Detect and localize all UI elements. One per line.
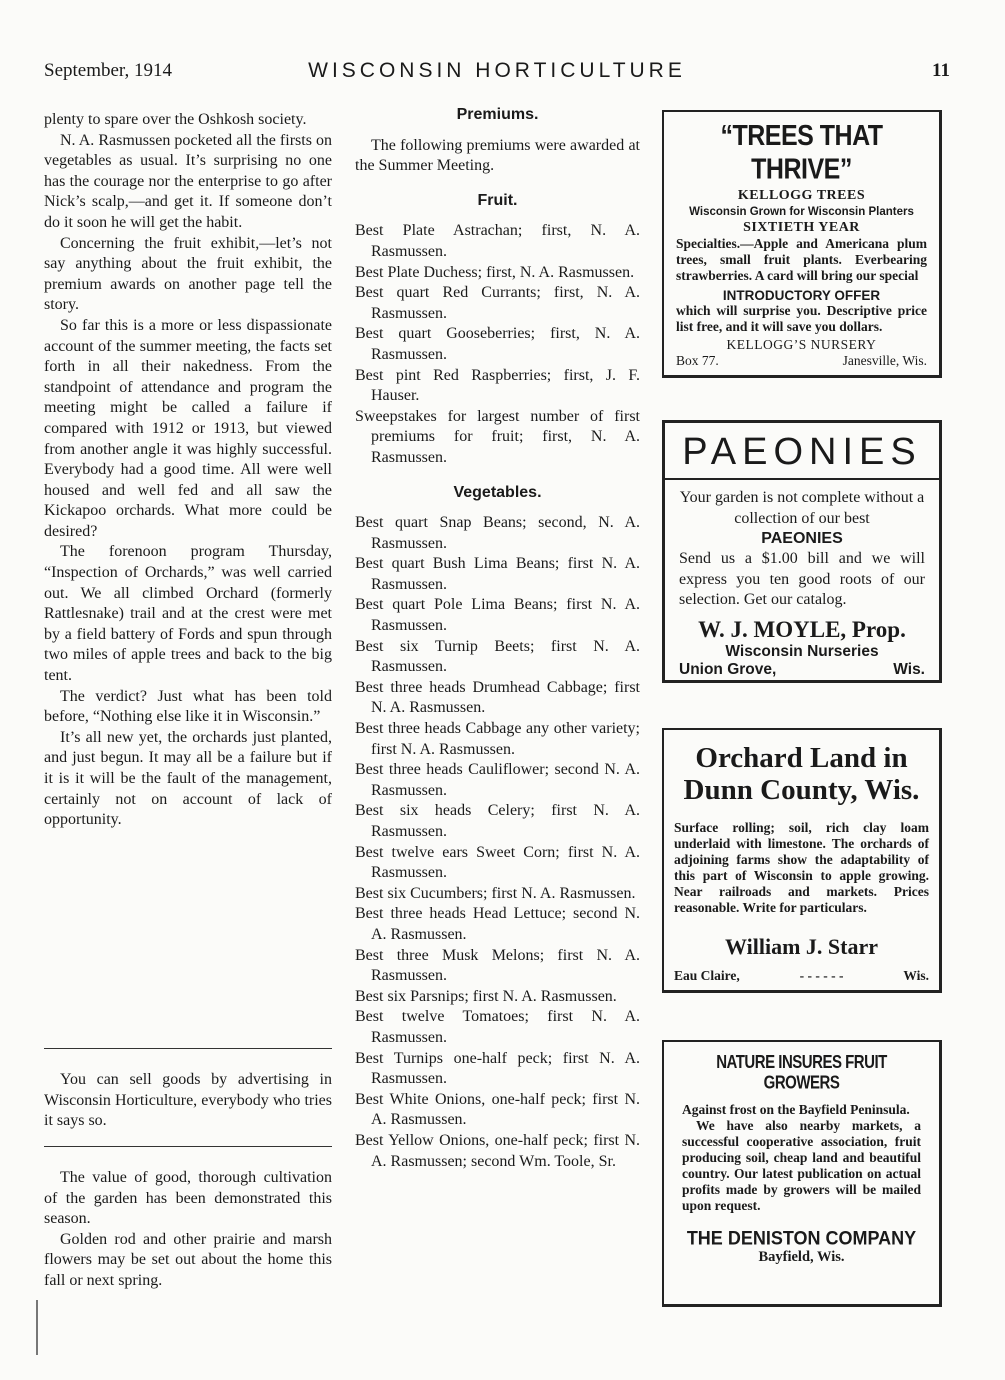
- issue-date: September, 1914: [44, 60, 172, 81]
- moyle-ad: [662, 420, 942, 683]
- vegetables-heading: Vegetables.: [453, 483, 542, 501]
- paragraph: plenty to spare over the Oshkosh society.: [44, 111, 307, 128]
- ad-body: [682, 1102, 921, 1214]
- ad-subheading: KELLOGG TREES: [737, 188, 866, 203]
- list-item: Best quart Snap Beans; second, N. A. Rasmussen.: [355, 514, 640, 552]
- list-item: Best twelve ears Sweet Corn; first N. A. Rasmussen.: [355, 843, 640, 882]
- kellogg-ad: [662, 110, 942, 378]
- paragraph: The value of good, thorough cultivation of the garden has been demonstrated this season.: [44, 1169, 332, 1228]
- list-item: Best Plate Astrachan; first, N. A. Rasmussen.: [355, 222, 640, 260]
- journal-title: WISCONSIN HORTICULTURE: [308, 59, 686, 82]
- paragraph: It’s all new yet, the orchards just planted, and just begun. It may all be a failure but if it is it will be the fault of the management, certainly not on account of lack of opportunity.: [44, 728, 332, 829]
- list-item: Best quart Gooseberries; first, N. A. Rasmussen.: [355, 325, 640, 363]
- paragraph: The forenoon program Thursday, “Inspection of Orchards,” was well carried out. We all climbed Orchard (formerly Rattlesnake) trail and at the crest were met by a field battery of Fords and spun through two miles of apple trees and back to the big tent.: [44, 543, 332, 685]
- ad-body: Send us a $1.00 bill and we will express you ten good roots of our selection. Get our catalog.: [679, 550, 925, 608]
- ad-city: Janesville, Wis.: [842, 353, 927, 368]
- ad-city: Bayfield, Wis.: [758, 1249, 845, 1265]
- ad-headline: “TREES THAT THRIVE”: [720, 119, 883, 186]
- list-item: Best Turnips one-half peck; first N. A. Rasmussen.: [355, 1049, 640, 1088]
- ad-body: Your garden is not complete without a collection of our best: [679, 489, 925, 527]
- column-middle: [355, 105, 640, 1172]
- ad-company: Wisconsin Nurseries: [725, 642, 879, 660]
- list-item: Best three Musk Melons; first N. A. Rasmussen.: [355, 946, 640, 985]
- list-item: Best three heads Drumhead Cabbage; first N. A. Rasmussen.: [355, 678, 640, 717]
- paragraph: We have also nearby markets, a successful cooperative association, fruit producing soil, cheap land and beautiful country. Our latest publication on actual profits made by growers will be mailed upon request.: [682, 1118, 921, 1213]
- list-item: Best Yellow Onions, one-half peck; first N. A. Rasmussen; second Wm. Toole, Sr.: [355, 1131, 640, 1170]
- ad-company: THE DENISTON COMPANY: [686, 1226, 917, 1249]
- ad-subheading: SIXTIETH YEAR: [743, 220, 860, 235]
- ad-headline: NATURE INSURES FRUIT GROWERS: [716, 1052, 887, 1094]
- ad-body: Specialties.—Apple and Americana plum trees, small fruit plants. Everbearing strawberries. A card will bring our special: [676, 236, 927, 283]
- list-item: Best Plate Duchess; first, N. A. Rasmussen.: [355, 263, 635, 281]
- ad-address: [674, 968, 929, 984]
- ad-body: which will surprise you. Descriptive price list free, and it will save you dollars.: [676, 303, 927, 334]
- column-left: [44, 110, 332, 1289]
- ad-city: Eau Claire,: [674, 968, 740, 983]
- ad-proprietor: W. J. MOYLE, Prop.: [698, 616, 906, 642]
- list-item: Best six Cucumbers; first N. A. Rasmussen.: [355, 884, 636, 902]
- paragraph: The following premiums were awarded at the Summer Meeting.: [355, 136, 640, 175]
- page-number: 11: [932, 60, 950, 81]
- list-item: Best three heads Head Lettuce; second N. A. Rasmussen.: [355, 905, 640, 943]
- divider: [44, 1146, 332, 1147]
- ad-body: Surface rolling; soil, rich clay loam underlaid with limestone. The orchards of adjoining farms show the adaptability of this part of Wisconsin to apple growing. Near railroads and markets. Prices reasonable. Write for particulars.: [674, 820, 929, 915]
- fruit-heading: Fruit.: [477, 191, 518, 209]
- ad-tagline: Wisconsin Grown for Wisconsin Planters: [689, 206, 914, 218]
- ad-offer-title: INTRODUCTORY OFFER: [722, 288, 881, 303]
- list-item: Sweepstakes for largest number of first premiums for fruit; first, N. A. Rasmussen.: [355, 407, 640, 466]
- list-item: Best three heads Cauliflower; second N. A. Rasmussen.: [355, 761, 640, 799]
- paragraph: The verdict? Just what has been told before, “Nothing else like it in Wisconsin.”: [44, 687, 332, 726]
- paragraph: Golden rod and other prairie and marsh flowers may be set out about the home this fall or next spring.: [44, 1230, 332, 1289]
- garden-notes: [44, 1168, 332, 1292]
- ad-box: Box 77.: [676, 353, 719, 368]
- ad-address: [676, 353, 927, 369]
- deniston-ad: [662, 1040, 942, 1307]
- divider: [44, 1048, 332, 1049]
- ad-proprietor: William J. Starr: [725, 934, 878, 959]
- premiums-heading: Premiums.: [456, 106, 539, 123]
- ad-subheading: PAEONIES: [761, 530, 843, 547]
- list-item: Best pint Red Raspberries; first, J. F. Hauser.: [355, 366, 640, 405]
- page-header: [44, 60, 950, 90]
- paragraph: N. A. Rasmussen pocketed all the firsts on vegetables as usual. It’s surprising no one has the courage nor the enterprise to go after Nick’s scalp,—and get it. If someone don’t do it soon he will get the habit.: [44, 131, 332, 231]
- ad-city: Union Grove,: [679, 660, 777, 678]
- ad-state: Wis.: [893, 660, 925, 678]
- list-item: Best quart Red Currants; first, N. A. Rasmussen.: [355, 284, 640, 322]
- list-item: Best six Parsnips; first N. A. Rasmussen.: [355, 987, 617, 1005]
- list-item: Best six heads Celery; first N. A. Rasmussen.: [355, 802, 640, 840]
- margin-rule: [36, 1300, 38, 1355]
- ad-headline: Orchard Land in Dunn County, Wis.: [683, 742, 920, 806]
- ad-state: Wis.: [903, 968, 929, 983]
- list-item: Best White Onions, one-half peck; first N. A. Rasmussen.: [355, 1090, 640, 1129]
- paragraph: So far this is a more or less dispassionate account of the summer meeting, the facts set forth in all their nakedness. From the standpoint of attendance and program the meeting might be called a failure if compared with 1912 or 1913, but viewed from another angle it was highly successful. Everybody had a good time. All were well housed and well fed and all saw the Kickapoo orchards. What more could be desired?: [44, 316, 332, 540]
- ad-address: [679, 661, 925, 679]
- advertising-note: [44, 1070, 332, 1132]
- paragraph: Concerning the fruit exhibit,—let’s not say anything about the fruit exhibit, the premium awards on another page tell the story.: [44, 234, 332, 314]
- ad-headline: PAEONIES: [665, 431, 939, 480]
- list-item: Best six Turnip Beets; first N. A. Rasmussen.: [355, 637, 640, 676]
- paragraph: You can sell goods by advertising in Wisconsin Horticulture, everybody who tries it says so.: [44, 1071, 332, 1130]
- starr-ad: [662, 728, 942, 993]
- paragraph: Against frost on the Bayfield Peninsula.: [682, 1102, 910, 1117]
- list-item: Best three heads Cabbage any other variety; first N. A. Rasmussen.: [355, 720, 640, 758]
- list-item: Best quart Pole Lima Beans; first N. A. Rasmussen.: [355, 596, 640, 635]
- ad-dashes: - - - - - -: [799, 968, 844, 983]
- list-item: Best quart Bush Lima Beans; first N. A. Rasmussen.: [355, 555, 640, 593]
- list-item: Best twelve Tomatoes; first N. A. Rasmussen.: [355, 1008, 640, 1046]
- ad-company: KELLOGG’S NURSERY: [726, 337, 877, 352]
